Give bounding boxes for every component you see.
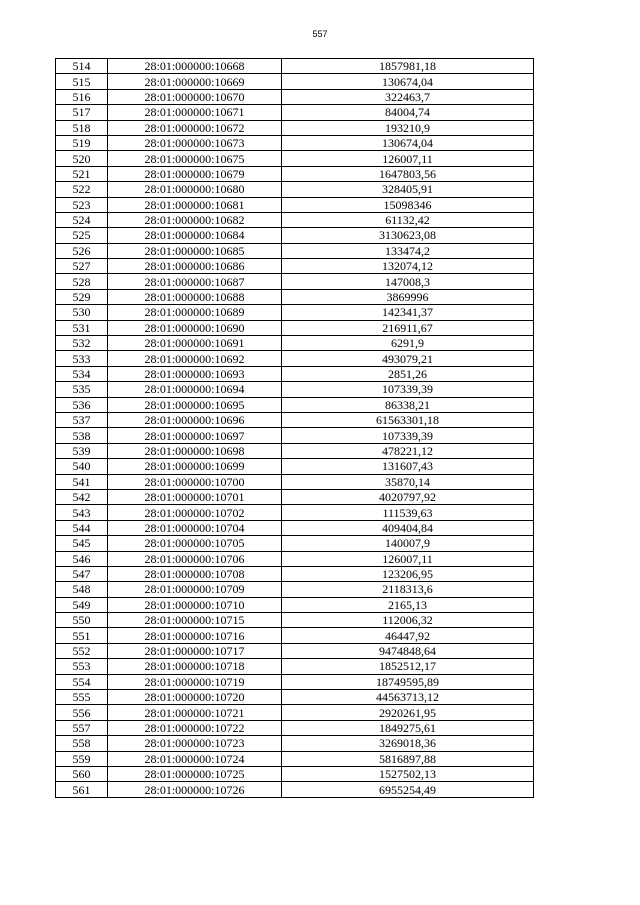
cadastral-table <box>55 58 534 798</box>
table-row <box>56 551 534 566</box>
table-row <box>56 320 534 335</box>
value-cell: 9474848,64 <box>282 643 534 658</box>
value-cell: 2851,26 <box>282 366 534 381</box>
cadastral-number-cell: 28:01:000000:10686 <box>108 259 282 274</box>
row-number-cell: 525 <box>56 228 108 243</box>
row-number-cell: 517 <box>56 105 108 120</box>
cadastral-number-cell: 28:01:000000:10691 <box>108 336 282 351</box>
row-number-cell: 554 <box>56 674 108 689</box>
row-number-cell: 544 <box>56 520 108 535</box>
value-cell: 409404,84 <box>282 520 534 535</box>
row-number-cell: 524 <box>56 212 108 227</box>
cadastral-number-cell: 28:01:000000:10699 <box>108 459 282 474</box>
value-cell: 1849275,61 <box>282 720 534 735</box>
value-cell: 2118313,6 <box>282 582 534 597</box>
table-row <box>56 659 534 674</box>
table-row <box>56 243 534 258</box>
value-cell: 1852512,17 <box>282 659 534 674</box>
row-number-cell: 538 <box>56 428 108 443</box>
cadastral-number-cell: 28:01:000000:10688 <box>108 289 282 304</box>
table-row <box>56 489 534 504</box>
table-row <box>56 166 534 181</box>
table-row <box>56 336 534 351</box>
value-cell: 478221,12 <box>282 443 534 458</box>
table-row <box>56 736 534 751</box>
row-number-cell: 555 <box>56 690 108 705</box>
row-number-cell: 531 <box>56 320 108 335</box>
cadastral-number-cell: 28:01:000000:10669 <box>108 74 282 89</box>
value-cell: 84004,74 <box>282 105 534 120</box>
value-cell: 6955254,49 <box>282 782 534 797</box>
table-row <box>56 705 534 720</box>
row-number-cell: 518 <box>56 120 108 135</box>
cadastral-number-cell: 28:01:000000:10689 <box>108 305 282 320</box>
table-row <box>56 582 534 597</box>
table-row <box>56 613 534 628</box>
value-cell: 1857981,18 <box>282 59 534 74</box>
row-number-cell: 516 <box>56 89 108 104</box>
cadastral-number-cell: 28:01:000000:10708 <box>108 566 282 581</box>
cadastral-number-cell: 28:01:000000:10690 <box>108 320 282 335</box>
row-number-cell: 527 <box>56 259 108 274</box>
table-row <box>56 59 534 74</box>
cadastral-number-cell: 28:01:000000:10671 <box>108 105 282 120</box>
row-number-cell: 551 <box>56 628 108 643</box>
table-row <box>56 151 534 166</box>
table-row <box>56 720 534 735</box>
cadastral-number-cell: 28:01:000000:10709 <box>108 582 282 597</box>
cadastral-number-cell: 28:01:000000:10700 <box>108 474 282 489</box>
cadastral-number-cell: 28:01:000000:10723 <box>108 736 282 751</box>
row-number-cell: 550 <box>56 613 108 628</box>
table-row <box>56 690 534 705</box>
table-row <box>56 643 534 658</box>
row-number-cell: 536 <box>56 397 108 412</box>
value-cell: 61563301,18 <box>282 412 534 427</box>
value-cell: 140007,9 <box>282 536 534 551</box>
table-row <box>56 228 534 243</box>
cadastral-number-cell: 28:01:000000:10684 <box>108 228 282 243</box>
value-cell: 112006,32 <box>282 613 534 628</box>
value-cell: 3130623,08 <box>282 228 534 243</box>
table-row <box>56 89 534 104</box>
value-cell: 18749595,89 <box>282 674 534 689</box>
table-row <box>56 520 534 535</box>
table-row <box>56 212 534 227</box>
table-row <box>56 305 534 320</box>
cadastral-number-cell: 28:01:000000:10706 <box>108 551 282 566</box>
value-cell: 142341,37 <box>282 305 534 320</box>
table-row <box>56 259 534 274</box>
table-row <box>56 135 534 150</box>
cadastral-number-cell: 28:01:000000:10679 <box>108 166 282 181</box>
row-number-cell: 529 <box>56 289 108 304</box>
cadastral-number-cell: 28:01:000000:10668 <box>108 59 282 74</box>
cadastral-number-cell: 28:01:000000:10725 <box>108 766 282 781</box>
value-cell: 107339,39 <box>282 428 534 443</box>
value-cell: 111539,63 <box>282 505 534 520</box>
row-number-cell: 522 <box>56 182 108 197</box>
cadastral-number-cell: 28:01:000000:10716 <box>108 628 282 643</box>
row-number-cell: 556 <box>56 705 108 720</box>
row-number-cell: 514 <box>56 59 108 74</box>
value-cell: 15098346 <box>282 197 534 212</box>
table-row <box>56 474 534 489</box>
table-row <box>56 397 534 412</box>
row-number-cell: 561 <box>56 782 108 797</box>
value-cell: 2165,13 <box>282 597 534 612</box>
table-row <box>56 105 534 120</box>
cadastral-number-cell: 28:01:000000:10722 <box>108 720 282 735</box>
cadastral-number-cell: 28:01:000000:10720 <box>108 690 282 705</box>
table-row <box>56 674 534 689</box>
cadastral-number-cell: 28:01:000000:10726 <box>108 782 282 797</box>
row-number-cell: 533 <box>56 351 108 366</box>
table-row <box>56 782 534 797</box>
row-number-cell: 560 <box>56 766 108 781</box>
cadastral-number-cell: 28:01:000000:10694 <box>108 382 282 397</box>
value-cell: 493079,21 <box>282 351 534 366</box>
value-cell: 132074,12 <box>282 259 534 274</box>
value-cell: 130674,04 <box>282 135 534 150</box>
row-number-cell: 549 <box>56 597 108 612</box>
cadastral-number-cell: 28:01:000000:10672 <box>108 120 282 135</box>
value-cell: 130674,04 <box>282 74 534 89</box>
value-cell: 46447,92 <box>282 628 534 643</box>
row-number-cell: 559 <box>56 751 108 766</box>
row-number-cell: 547 <box>56 566 108 581</box>
table-row <box>56 628 534 643</box>
table-row <box>56 289 534 304</box>
cadastral-number-cell: 28:01:000000:10698 <box>108 443 282 458</box>
value-cell: 6291,9 <box>282 336 534 351</box>
cadastral-number-cell: 28:01:000000:10705 <box>108 536 282 551</box>
cadastral-number-cell: 28:01:000000:10702 <box>108 505 282 520</box>
value-cell: 61132,42 <box>282 212 534 227</box>
cadastral-number-cell: 28:01:000000:10685 <box>108 243 282 258</box>
value-cell: 1647803,56 <box>282 166 534 181</box>
value-cell: 3869996 <box>282 289 534 304</box>
value-cell: 2920261,95 <box>282 705 534 720</box>
table-row <box>56 382 534 397</box>
row-number-cell: 540 <box>56 459 108 474</box>
table-row <box>56 597 534 612</box>
cadastral-number-cell: 28:01:000000:10717 <box>108 643 282 658</box>
value-cell: 4020797,92 <box>282 489 534 504</box>
table-row <box>56 120 534 135</box>
cadastral-number-cell: 28:01:000000:10696 <box>108 412 282 427</box>
table-row <box>56 766 534 781</box>
cadastral-number-cell: 28:01:000000:10681 <box>108 197 282 212</box>
table-row <box>56 182 534 197</box>
row-number-cell: 558 <box>56 736 108 751</box>
value-cell: 1527502,13 <box>282 766 534 781</box>
table-row <box>56 74 534 89</box>
value-cell: 107339,39 <box>282 382 534 397</box>
value-cell: 44563713,12 <box>282 690 534 705</box>
cadastral-number-cell: 28:01:000000:10715 <box>108 613 282 628</box>
row-number-cell: 557 <box>56 720 108 735</box>
row-number-cell: 528 <box>56 274 108 289</box>
value-cell: 147008,3 <box>282 274 534 289</box>
table-row <box>56 459 534 474</box>
row-number-cell: 534 <box>56 366 108 381</box>
cadastral-number-cell: 28:01:000000:10692 <box>108 351 282 366</box>
cadastral-number-cell: 28:01:000000:10719 <box>108 674 282 689</box>
cadastral-number-cell: 28:01:000000:10682 <box>108 212 282 227</box>
table-row <box>56 751 534 766</box>
value-cell: 126007,11 <box>282 151 534 166</box>
table-row <box>56 536 534 551</box>
cadastral-number-cell: 28:01:000000:10704 <box>108 520 282 535</box>
table-row <box>56 505 534 520</box>
value-cell: 123206,95 <box>282 566 534 581</box>
cadastral-number-cell: 28:01:000000:10701 <box>108 489 282 504</box>
value-cell: 193210,9 <box>282 120 534 135</box>
value-cell: 131607,43 <box>282 459 534 474</box>
value-cell: 35870,14 <box>282 474 534 489</box>
page-number: 557 <box>312 29 328 39</box>
table-body <box>56 59 534 798</box>
cadastral-number-cell: 28:01:000000:10693 <box>108 366 282 381</box>
row-number-cell: 519 <box>56 135 108 150</box>
row-number-cell: 526 <box>56 243 108 258</box>
row-number-cell: 543 <box>56 505 108 520</box>
table-row <box>56 197 534 212</box>
row-number-cell: 537 <box>56 412 108 427</box>
row-number-cell: 548 <box>56 582 108 597</box>
table-row <box>56 366 534 381</box>
row-number-cell: 541 <box>56 474 108 489</box>
table-row <box>56 428 534 443</box>
row-number-cell: 521 <box>56 166 108 181</box>
value-cell: 322463,7 <box>282 89 534 104</box>
cadastral-number-cell: 28:01:000000:10710 <box>108 597 282 612</box>
row-number-cell: 539 <box>56 443 108 458</box>
value-cell: 5816897,88 <box>282 751 534 766</box>
cadastral-number-cell: 28:01:000000:10670 <box>108 89 282 104</box>
table-row <box>56 351 534 366</box>
row-number-cell: 535 <box>56 382 108 397</box>
table-row <box>56 412 534 427</box>
cadastral-number-cell: 28:01:000000:10721 <box>108 705 282 720</box>
value-cell: 133474,2 <box>282 243 534 258</box>
cadastral-number-cell: 28:01:000000:10724 <box>108 751 282 766</box>
row-number-cell: 546 <box>56 551 108 566</box>
row-number-cell: 532 <box>56 336 108 351</box>
row-number-cell: 542 <box>56 489 108 504</box>
table-row <box>56 566 534 581</box>
value-cell: 328405,91 <box>282 182 534 197</box>
value-cell: 216911,67 <box>282 320 534 335</box>
cadastral-number-cell: 28:01:000000:10673 <box>108 135 282 150</box>
cadastral-number-cell: 28:01:000000:10718 <box>108 659 282 674</box>
row-number-cell: 552 <box>56 643 108 658</box>
table-row <box>56 274 534 289</box>
row-number-cell: 515 <box>56 74 108 89</box>
cadastral-number-cell: 28:01:000000:10687 <box>108 274 282 289</box>
cadastral-number-cell: 28:01:000000:10697 <box>108 428 282 443</box>
cadastral-number-cell: 28:01:000000:10680 <box>108 182 282 197</box>
row-number-cell: 530 <box>56 305 108 320</box>
value-cell: 126007,11 <box>282 551 534 566</box>
cadastral-number-cell: 28:01:000000:10695 <box>108 397 282 412</box>
cadastral-number-cell: 28:01:000000:10675 <box>108 151 282 166</box>
table-row <box>56 443 534 458</box>
row-number-cell: 553 <box>56 659 108 674</box>
value-cell: 3269018,36 <box>282 736 534 751</box>
row-number-cell: 520 <box>56 151 108 166</box>
row-number-cell: 545 <box>56 536 108 551</box>
value-cell: 86338,21 <box>282 397 534 412</box>
row-number-cell: 523 <box>56 197 108 212</box>
